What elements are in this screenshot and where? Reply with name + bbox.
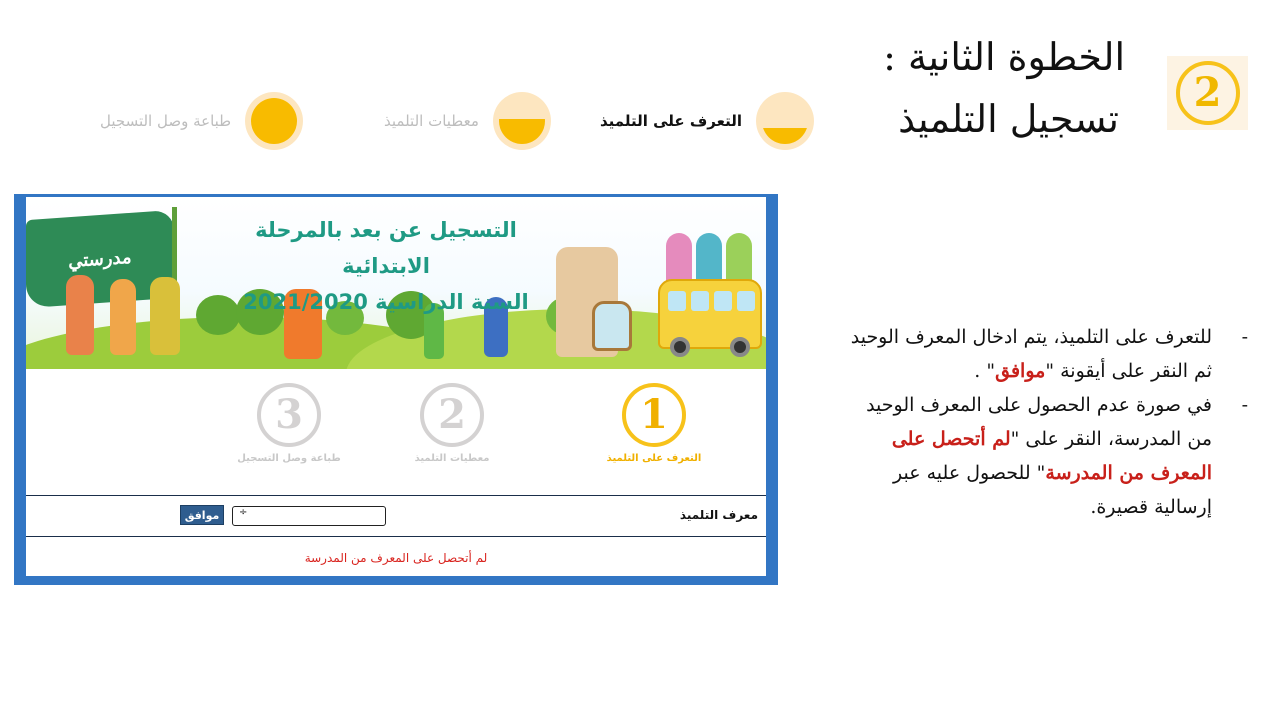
registration-screenshot bbox=[14, 194, 778, 585]
screenshot-step-print bbox=[234, 383, 344, 464]
bus-window bbox=[737, 291, 755, 311]
step-label: طباعة وصل التسجيل bbox=[237, 453, 341, 464]
step-number-badge bbox=[1167, 56, 1248, 130]
progress-fill bbox=[762, 128, 808, 144]
student-id-label: معرف التلميذ bbox=[679, 508, 758, 522]
title-line2: تسجيل التلميذ bbox=[898, 97, 1119, 141]
bus-window bbox=[714, 291, 732, 311]
flag-text: مدرستي bbox=[68, 246, 132, 272]
instructions-list bbox=[848, 320, 1248, 524]
instruction-item bbox=[848, 320, 1248, 388]
screenshot-content bbox=[26, 197, 766, 576]
child-figure bbox=[150, 277, 180, 355]
no-id-link[interactable]: لم أتحصل على المعرف من المدرسة bbox=[304, 551, 488, 565]
picture-frame bbox=[592, 301, 632, 351]
instruction-highlight: لم أتحصل على المعرف من المدرسة bbox=[891, 428, 1212, 484]
progress-fill bbox=[499, 119, 545, 144]
screenshot-step-identify bbox=[599, 383, 709, 464]
instruction-highlight: موافق bbox=[995, 360, 1046, 382]
step-label: معطيات التلميذ bbox=[414, 453, 490, 464]
instruction-text: في صورة عدم الحصول على المعرف الوحيد من المدرسة، النقر على " bbox=[866, 394, 1212, 450]
student-id-form bbox=[26, 495, 766, 537]
instruction-item bbox=[848, 388, 1248, 524]
banner-title bbox=[216, 212, 556, 320]
progress-circle-icon bbox=[493, 92, 551, 150]
child-figure bbox=[110, 279, 136, 355]
progress-step-label: طباعة وصل التسجيل bbox=[100, 112, 232, 130]
bus-wheel bbox=[730, 337, 750, 357]
bus-window bbox=[668, 291, 686, 311]
banner-title-line1: التسجيل عن بعد بالمرحلة الابتدائية bbox=[255, 218, 517, 278]
progress-step-identify bbox=[600, 92, 814, 150]
screenshot-step-data bbox=[397, 383, 507, 464]
banner-title-line2: السنة الدراسية 2021/2020 bbox=[243, 290, 529, 314]
step-circle-icon: 2 bbox=[420, 383, 484, 447]
instruction-text-end: " للحصول عليه عبر إرسالية قصيرة. bbox=[893, 462, 1212, 518]
school-bus-icon bbox=[658, 279, 762, 349]
progress-step-data bbox=[384, 92, 551, 150]
step-circle-icon: 1 bbox=[622, 383, 686, 447]
progress-step-label: التعرف على التلميذ bbox=[600, 112, 742, 130]
child-figure bbox=[66, 275, 94, 355]
step-number: 2 bbox=[1176, 61, 1240, 125]
step-label: التعرف على التلميذ bbox=[606, 453, 702, 464]
progress-fill bbox=[251, 98, 297, 144]
ok-button[interactable]: موافق bbox=[180, 505, 224, 525]
progress-step-label: معطيات التلميذ bbox=[384, 112, 479, 130]
step-circle-icon: 3 bbox=[257, 383, 321, 447]
progress-circle-icon bbox=[756, 92, 814, 150]
title-line1: الخطوة الثانية : bbox=[883, 35, 1125, 79]
progress-step-print bbox=[100, 92, 303, 150]
instruction-text-end: " . bbox=[974, 360, 996, 382]
bus-wheel bbox=[670, 337, 690, 357]
student-id-input[interactable]: ÷ bbox=[232, 506, 386, 526]
bus-window bbox=[691, 291, 709, 311]
banner-illustration bbox=[26, 197, 766, 369]
page-title bbox=[785, 26, 1125, 150]
progress-circle-icon bbox=[245, 92, 303, 150]
instruction-text: للتعرف على التلميذ، يتم ادخال المعرف الوحيد ثم النقر على أيقونة " bbox=[850, 326, 1212, 382]
